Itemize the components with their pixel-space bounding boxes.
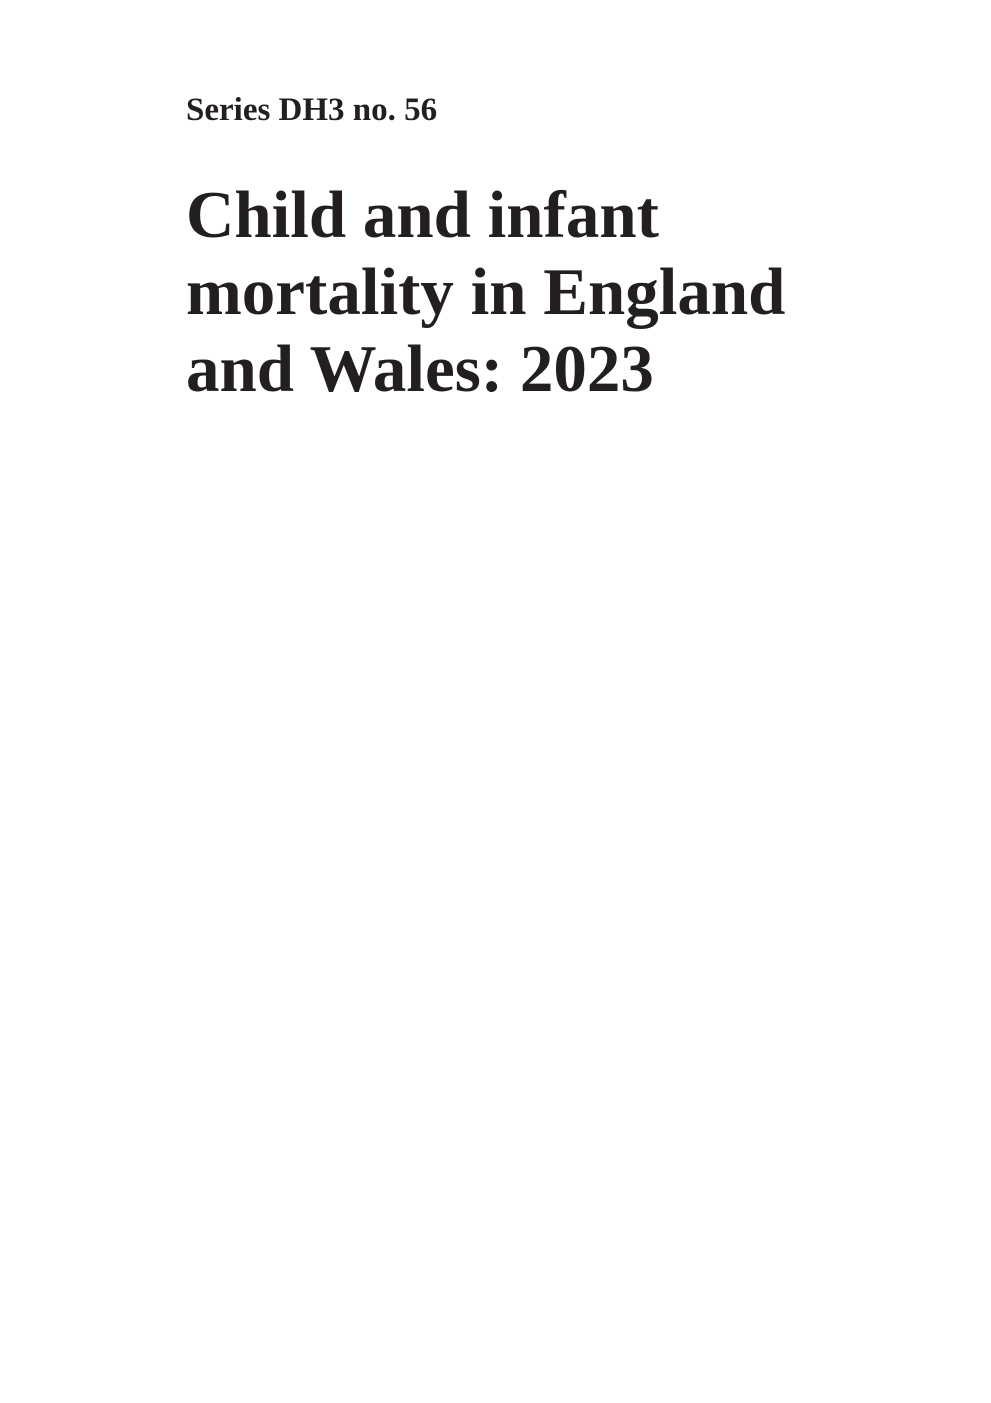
title-line-2: mortality in England bbox=[186, 255, 786, 329]
title-line-1: Child and infant bbox=[186, 178, 659, 252]
series-label: Series DH3 no. 56 bbox=[186, 92, 438, 128]
document-title bbox=[186, 177, 785, 408]
title-line-3: and Wales: 2023 bbox=[186, 332, 654, 406]
